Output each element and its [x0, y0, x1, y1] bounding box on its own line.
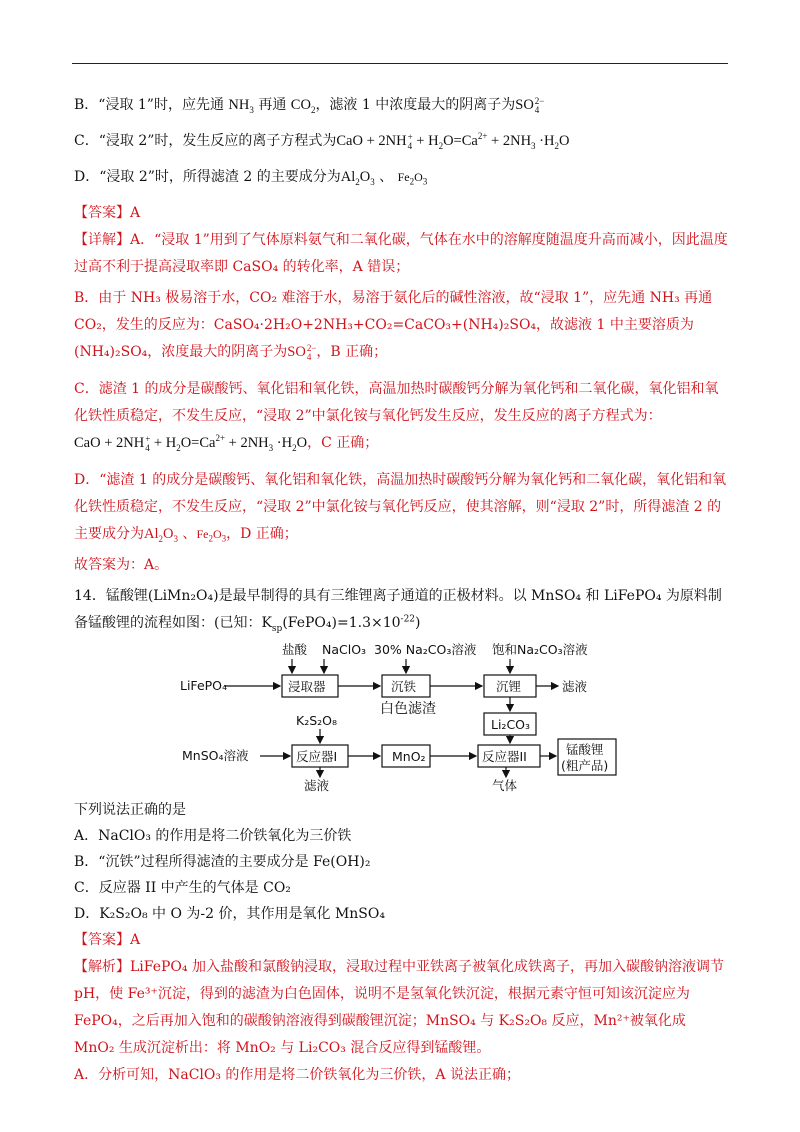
box-mno2: MnO₂ [392, 749, 426, 764]
header-rule [72, 63, 728, 64]
document-body [74, 92, 728, 1089]
box-li2co3: Li₂CO₃ [491, 717, 531, 732]
reagent-hcl: 盐酸 [282, 642, 308, 657]
residue-white: 白色滤渣 [380, 701, 436, 717]
q13-detail-d: D．“滤渣 1 的成分是碳酸钙、氧化铝和氧化铁，高温加热时碳酸钙分解为氧化钙和二氧化碳，氧化铝和氧化铁性质稳定，不发生反应，“浸取 2”中氯化铵与氧化钙反应，使其溶解，则“浸取 2”时，所得滤渣 2 的主要成分为$Al_2O_3$ 、$Fe_2O_3$，D 正确； [74, 472, 727, 544]
process-flow-diagram [74, 641, 728, 793]
q13-option-c: C．“浸取 2”时，发生反应的离子方程式为CaO + 2NH + 4 + $H_2O=Ca^{2+} + 2NH_3 \cdot H_2O$ [74, 131, 570, 151]
output-filtrate-top: 滤液 [562, 679, 588, 694]
reagent-sat-na2co3: 饱和Na₂CO₃溶液 [492, 642, 588, 657]
q13-detail-b: B．由于 NH₃ 极易溶于水，CO₂ 难溶于水，易溶于氨化后的碱性溶液，故“浸取 1”，应先通 NH₃ 再通 CO₂，发生的反应为：CaSO₄·2H₂O+2NH₃+CO₂=CaCO₃+(NH₄)₂SO₄，故滤液 1 中主要溶质为(NH₄)₂SO₄，浓度最大的阴离子为SO 2− 4 ，B 正确； [74, 290, 713, 362]
q13-detail-a: 【详解】A．“浸取 1”用到了气体原料氨气和二氧化碳，气体在水中的溶解度随温度升高而减小，因此温度过高不利于提高浸取率即 CaSO₄ 的转化率，A 错误； [74, 232, 728, 275]
q14-prompt: 下列说法正确的是 [74, 802, 186, 818]
q14-analysis: 【解析】LiFePO₄ 加入盐酸和氯酸钠浸取，浸取过程中亚铁离子被氧化成铁离子，再加入碳酸钠溶液调节 pH，使 Fe³⁺沉淀，得到的滤渣为白色固体，说明不是氢氧化铁沉淀，根据元素守恒可知该沉淀应为 FePO₄，之后再加入饱和的碳酸钠溶液得到碳酸锂沉淀；MnSO₄ 与 K₂S₂O₈ 反应，Mn²⁺被氧化成 MnO₂ 生成沉淀析出：将 MnO₂ 与 Li₂CO₃ 混合反应得到锰酸锂。 [74, 959, 724, 1056]
q14-options [74, 797, 728, 927]
q14-option-c: C．反应器 II 中产生的气体是 CO₂ [74, 880, 291, 896]
input-lifepo4: LiFePO₄ [180, 678, 228, 693]
output-gas: 气体 [492, 778, 518, 793]
input-mnso4: MnSO₄溶液 [182, 748, 249, 763]
q14-answer: 【答案】A [74, 932, 141, 948]
reagent-naclo3: NaClO₃ [322, 642, 367, 657]
q13-option-b: B．“浸取 1”时，应先通 $NH_3$ 再通 $CO_2$，滤液 1 中浓度最大的阴离子为SO 2− 4 [74, 95, 545, 115]
product-line2: (粗产品) [561, 758, 609, 773]
q14-analysis-a: A．分析可知，NaClO₃ 的作用是将二价铁氧化为三价铁，A 说法正确； [74, 1067, 520, 1083]
box-reactor2: 反应器II [482, 749, 527, 764]
product-line1: 锰酸锂 [566, 742, 604, 757]
q14-option-a: A．NaClO₃ 的作用是将二价铁氧化为三价铁 [74, 828, 352, 844]
box-li: 沉锂 [496, 679, 522, 694]
q14-option-d: D．K₂S₂O₈ 中 O 为-2 价，其作用是氧化 MnSO₄ [74, 906, 385, 922]
output-filtrate-bottom: 滤液 [304, 778, 330, 793]
q14-stem: 14．锰酸锂(LiMn₂O₄)是最早制得的具有三维锂离子通道的正极材料。以 MnSO₄ 和 LiFePO₄ 为原料制备锰酸锂的流程如图：(已知：$K_{sp}(FePO_4)=1.3\times 10^{-22}$) [74, 588, 722, 634]
q14-option-b: B．“沉铁”过程所得滤渣的主要成分是 Fe(OH)₂ [74, 854, 371, 870]
reagent-na2co3: 30% Na₂CO₃溶液 [374, 642, 477, 657]
q13-answer: 【答案】A [74, 205, 141, 221]
q13-detail-c: C．滤渣 1 的成分是碳酸钙、氧化铝和氧化铁，高温加热时碳酸钙分解为氧化钙和二氧化碳，氧化铝和氧化铁性质稳定，不发生反应，“浸取 2”中氯化铵与氧化钙发生反应，发生反应的离子方程式为： CaO + 2NH + 4 + $H_2O=Ca^{2+} + 2NH_3 \cdot H_2O$，C 正确； [74, 381, 719, 453]
q13-option-d: D．“浸取 2”时，所得滤渣 2 的主要成分为$Al_2O_3$ 、 $Fe_2O_3$ [74, 169, 428, 187]
box-reactor1: 反应器I [296, 749, 338, 764]
box-leach: 浸取器 [288, 679, 326, 694]
box-fe: 沉铁 [391, 679, 417, 694]
reagent-k2s2o8: K₂S₂O₈ [296, 713, 338, 728]
q13-conclusion: 故答案为：A。 [74, 557, 169, 573]
